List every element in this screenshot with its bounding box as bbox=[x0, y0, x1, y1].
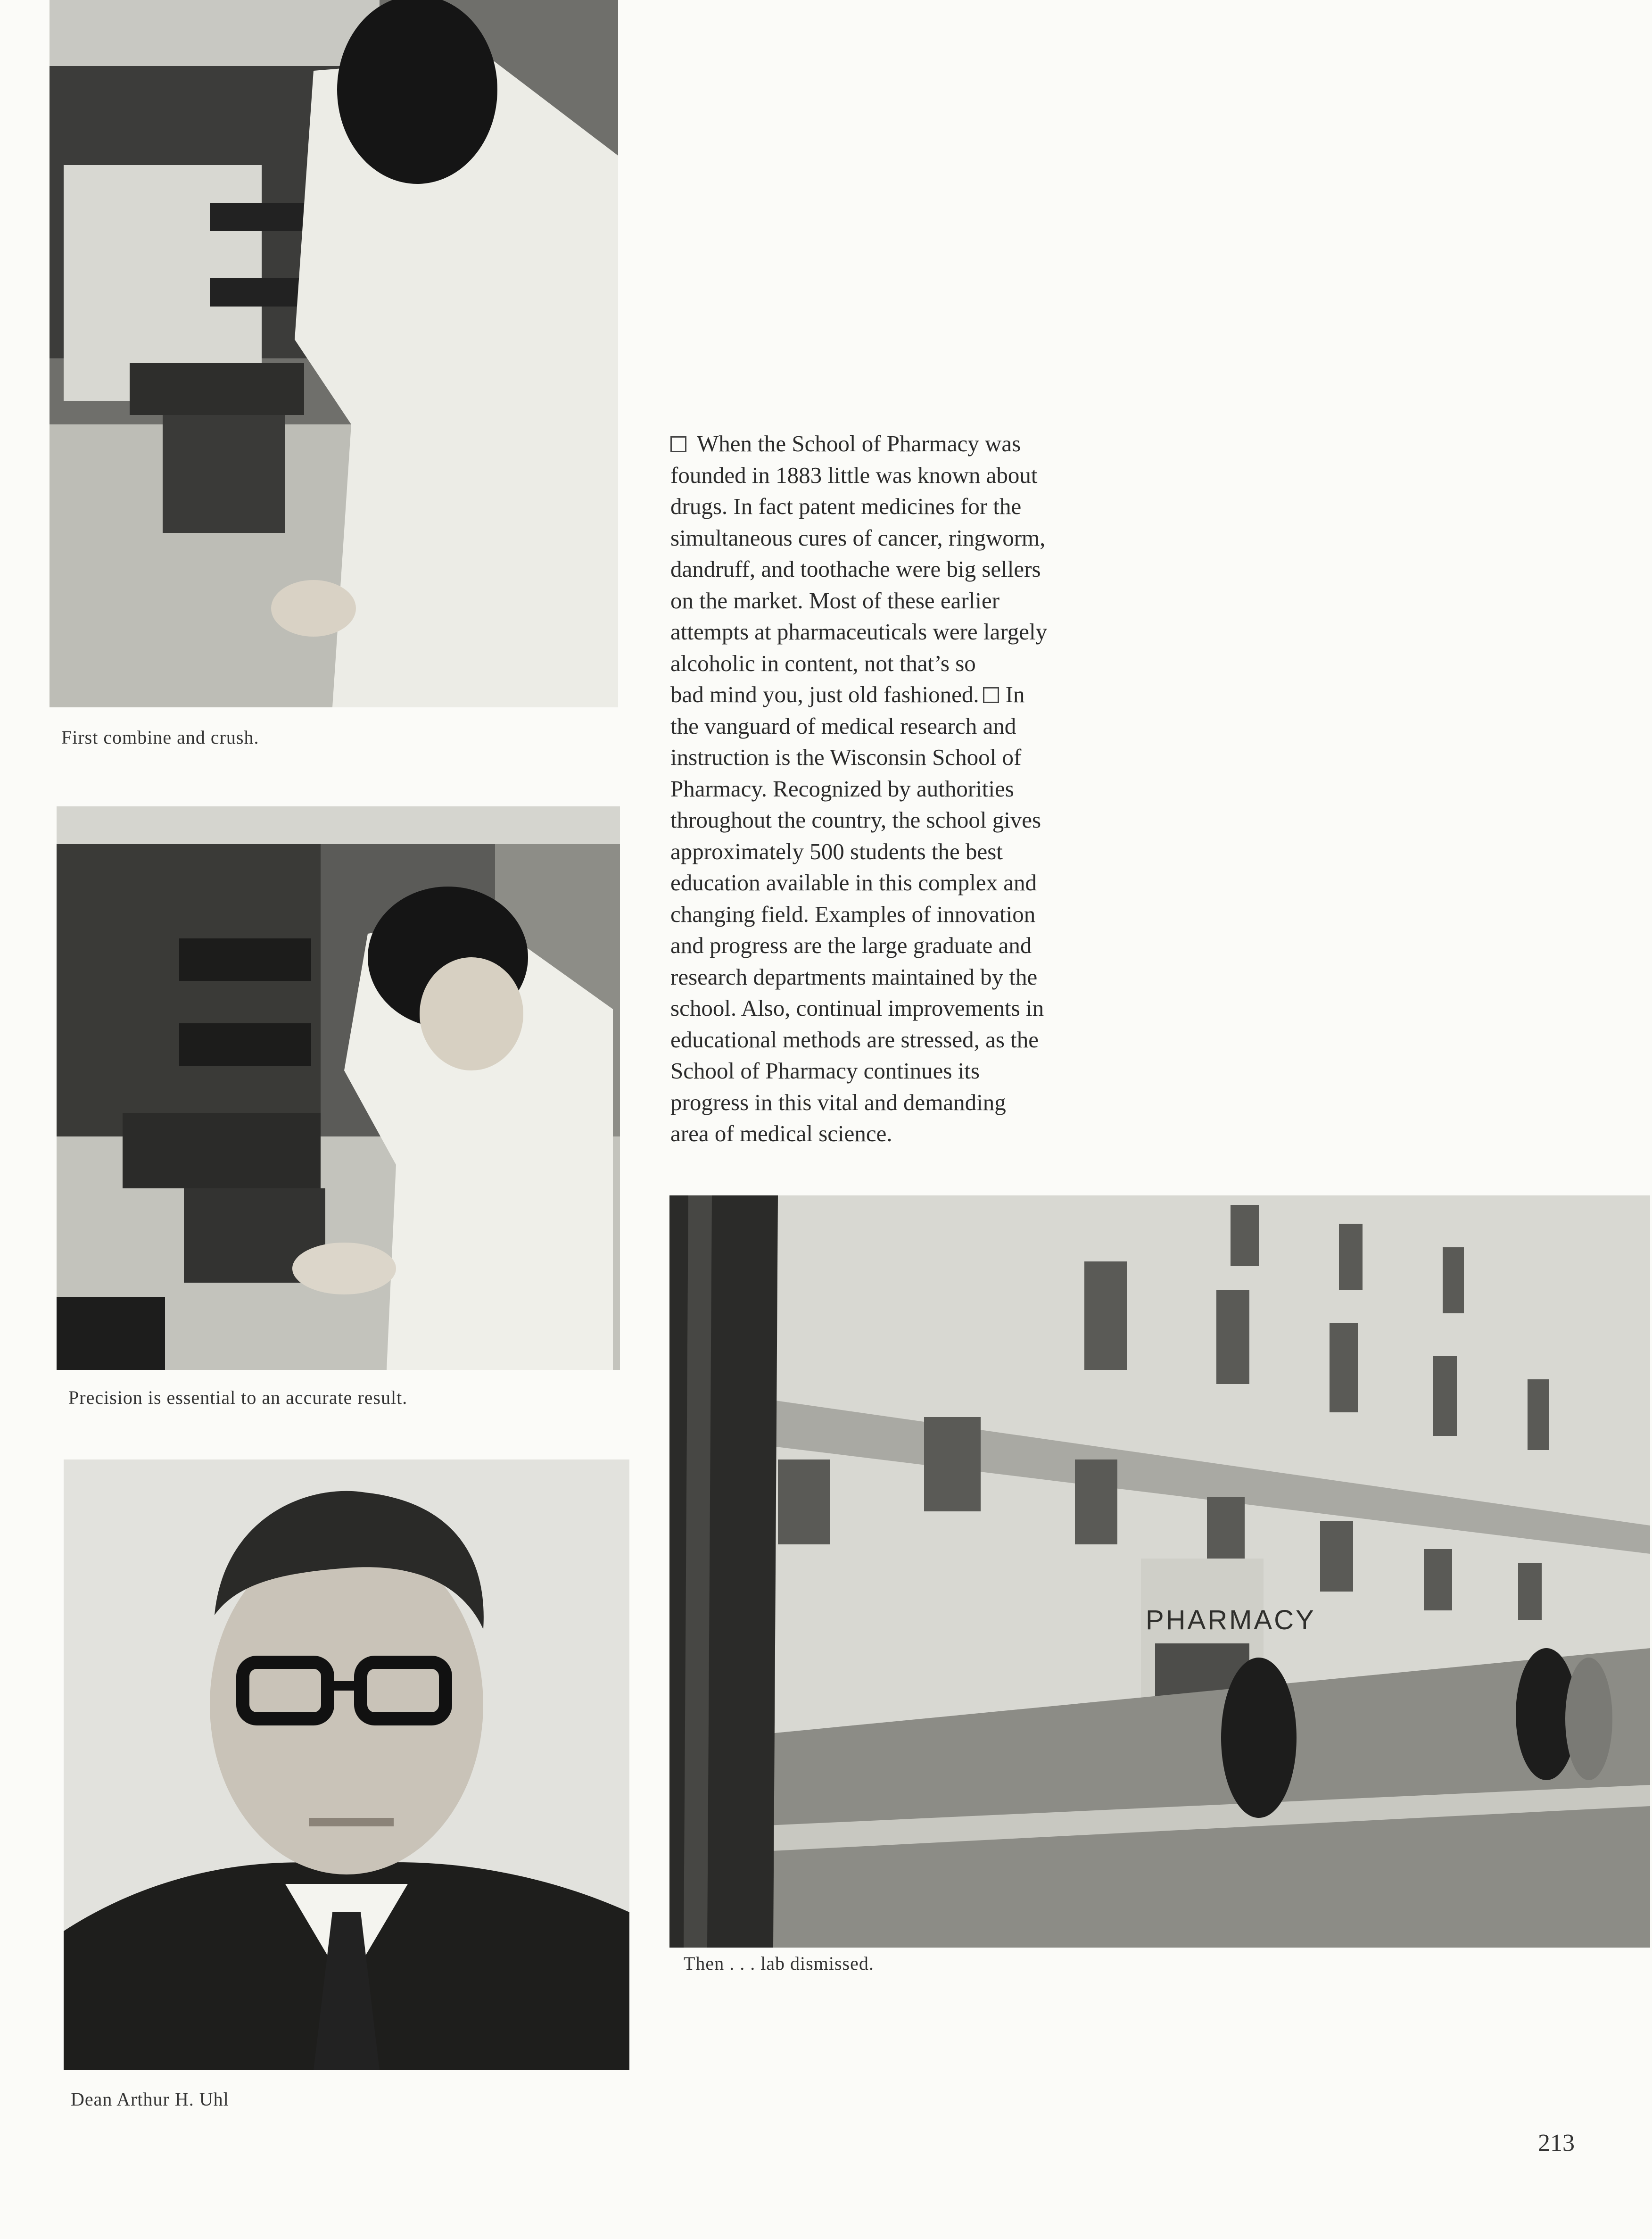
photo-lab-bench-crushing bbox=[50, 0, 618, 707]
body-line: School of Pharmacy continues its bbox=[670, 1058, 980, 1084]
body-line: progress in this vital and demanding bbox=[670, 1089, 1006, 1115]
body-line: changing field. Examples of innovation bbox=[670, 901, 1036, 927]
photo-precision-balance bbox=[57, 806, 620, 1370]
body-line: the vanguard of medical research and bbox=[670, 713, 1016, 739]
body-line: founded in 1883 little was known about bbox=[670, 462, 1038, 488]
section-bullet-box bbox=[670, 436, 686, 452]
body-line: throughout the country, the school gives bbox=[670, 807, 1041, 833]
caption-photo-4: Then . . . lab dismissed. bbox=[684, 1953, 874, 1974]
body-line: area of medical science. bbox=[670, 1120, 892, 1146]
body-line: educational methods are stressed, as the bbox=[670, 1026, 1039, 1053]
body-line: approximately 500 students the best bbox=[670, 838, 1003, 864]
body-line: instruction is the Wisconsin School of bbox=[670, 744, 1022, 770]
body-line: bad mind you, just old fashioned. bbox=[670, 681, 979, 707]
body-line: In bbox=[1005, 681, 1025, 707]
body-line: alcoholic in content, not that’s so bbox=[670, 650, 976, 676]
pharmacy-sign-text: PHARMACY bbox=[1146, 1605, 1316, 1635]
body-line: attempts at pharmaceuticals were largely bbox=[670, 619, 1048, 645]
body-line: Pharmacy. Recognized by authorities bbox=[670, 775, 1014, 802]
caption-photo-1: First combine and crush. bbox=[61, 727, 259, 748]
photo-pharmacy-building bbox=[669, 1195, 1650, 1948]
body-line: dandruff, and toothache were big sellers bbox=[670, 556, 1041, 582]
page-number: 213 bbox=[1538, 2130, 1575, 2156]
body-line: school. Also, continual improvements in bbox=[670, 995, 1044, 1021]
body-line: research departments maintained by the bbox=[670, 963, 1038, 990]
body-line: education available in this complex and bbox=[670, 870, 1037, 896]
section-bullet-box bbox=[983, 687, 999, 703]
caption-photo-2: Precision is essential to an accurate result. bbox=[68, 1387, 408, 1408]
article-body bbox=[670, 428, 1142, 1150]
caption-photo-3: Dean Arthur H. Uhl bbox=[71, 2089, 229, 2110]
body-line: When the School of Pharmacy was bbox=[697, 431, 1021, 456]
body-line: drugs. In fact patent medicines for the bbox=[670, 493, 1022, 519]
body-line: simultaneous cures of cancer, ringworm, bbox=[670, 524, 1046, 551]
body-line: on the market. Most of these earlier bbox=[670, 587, 1000, 614]
body-line: and progress are the large graduate and bbox=[670, 932, 1032, 958]
photo-dean-portrait bbox=[64, 1459, 629, 2070]
